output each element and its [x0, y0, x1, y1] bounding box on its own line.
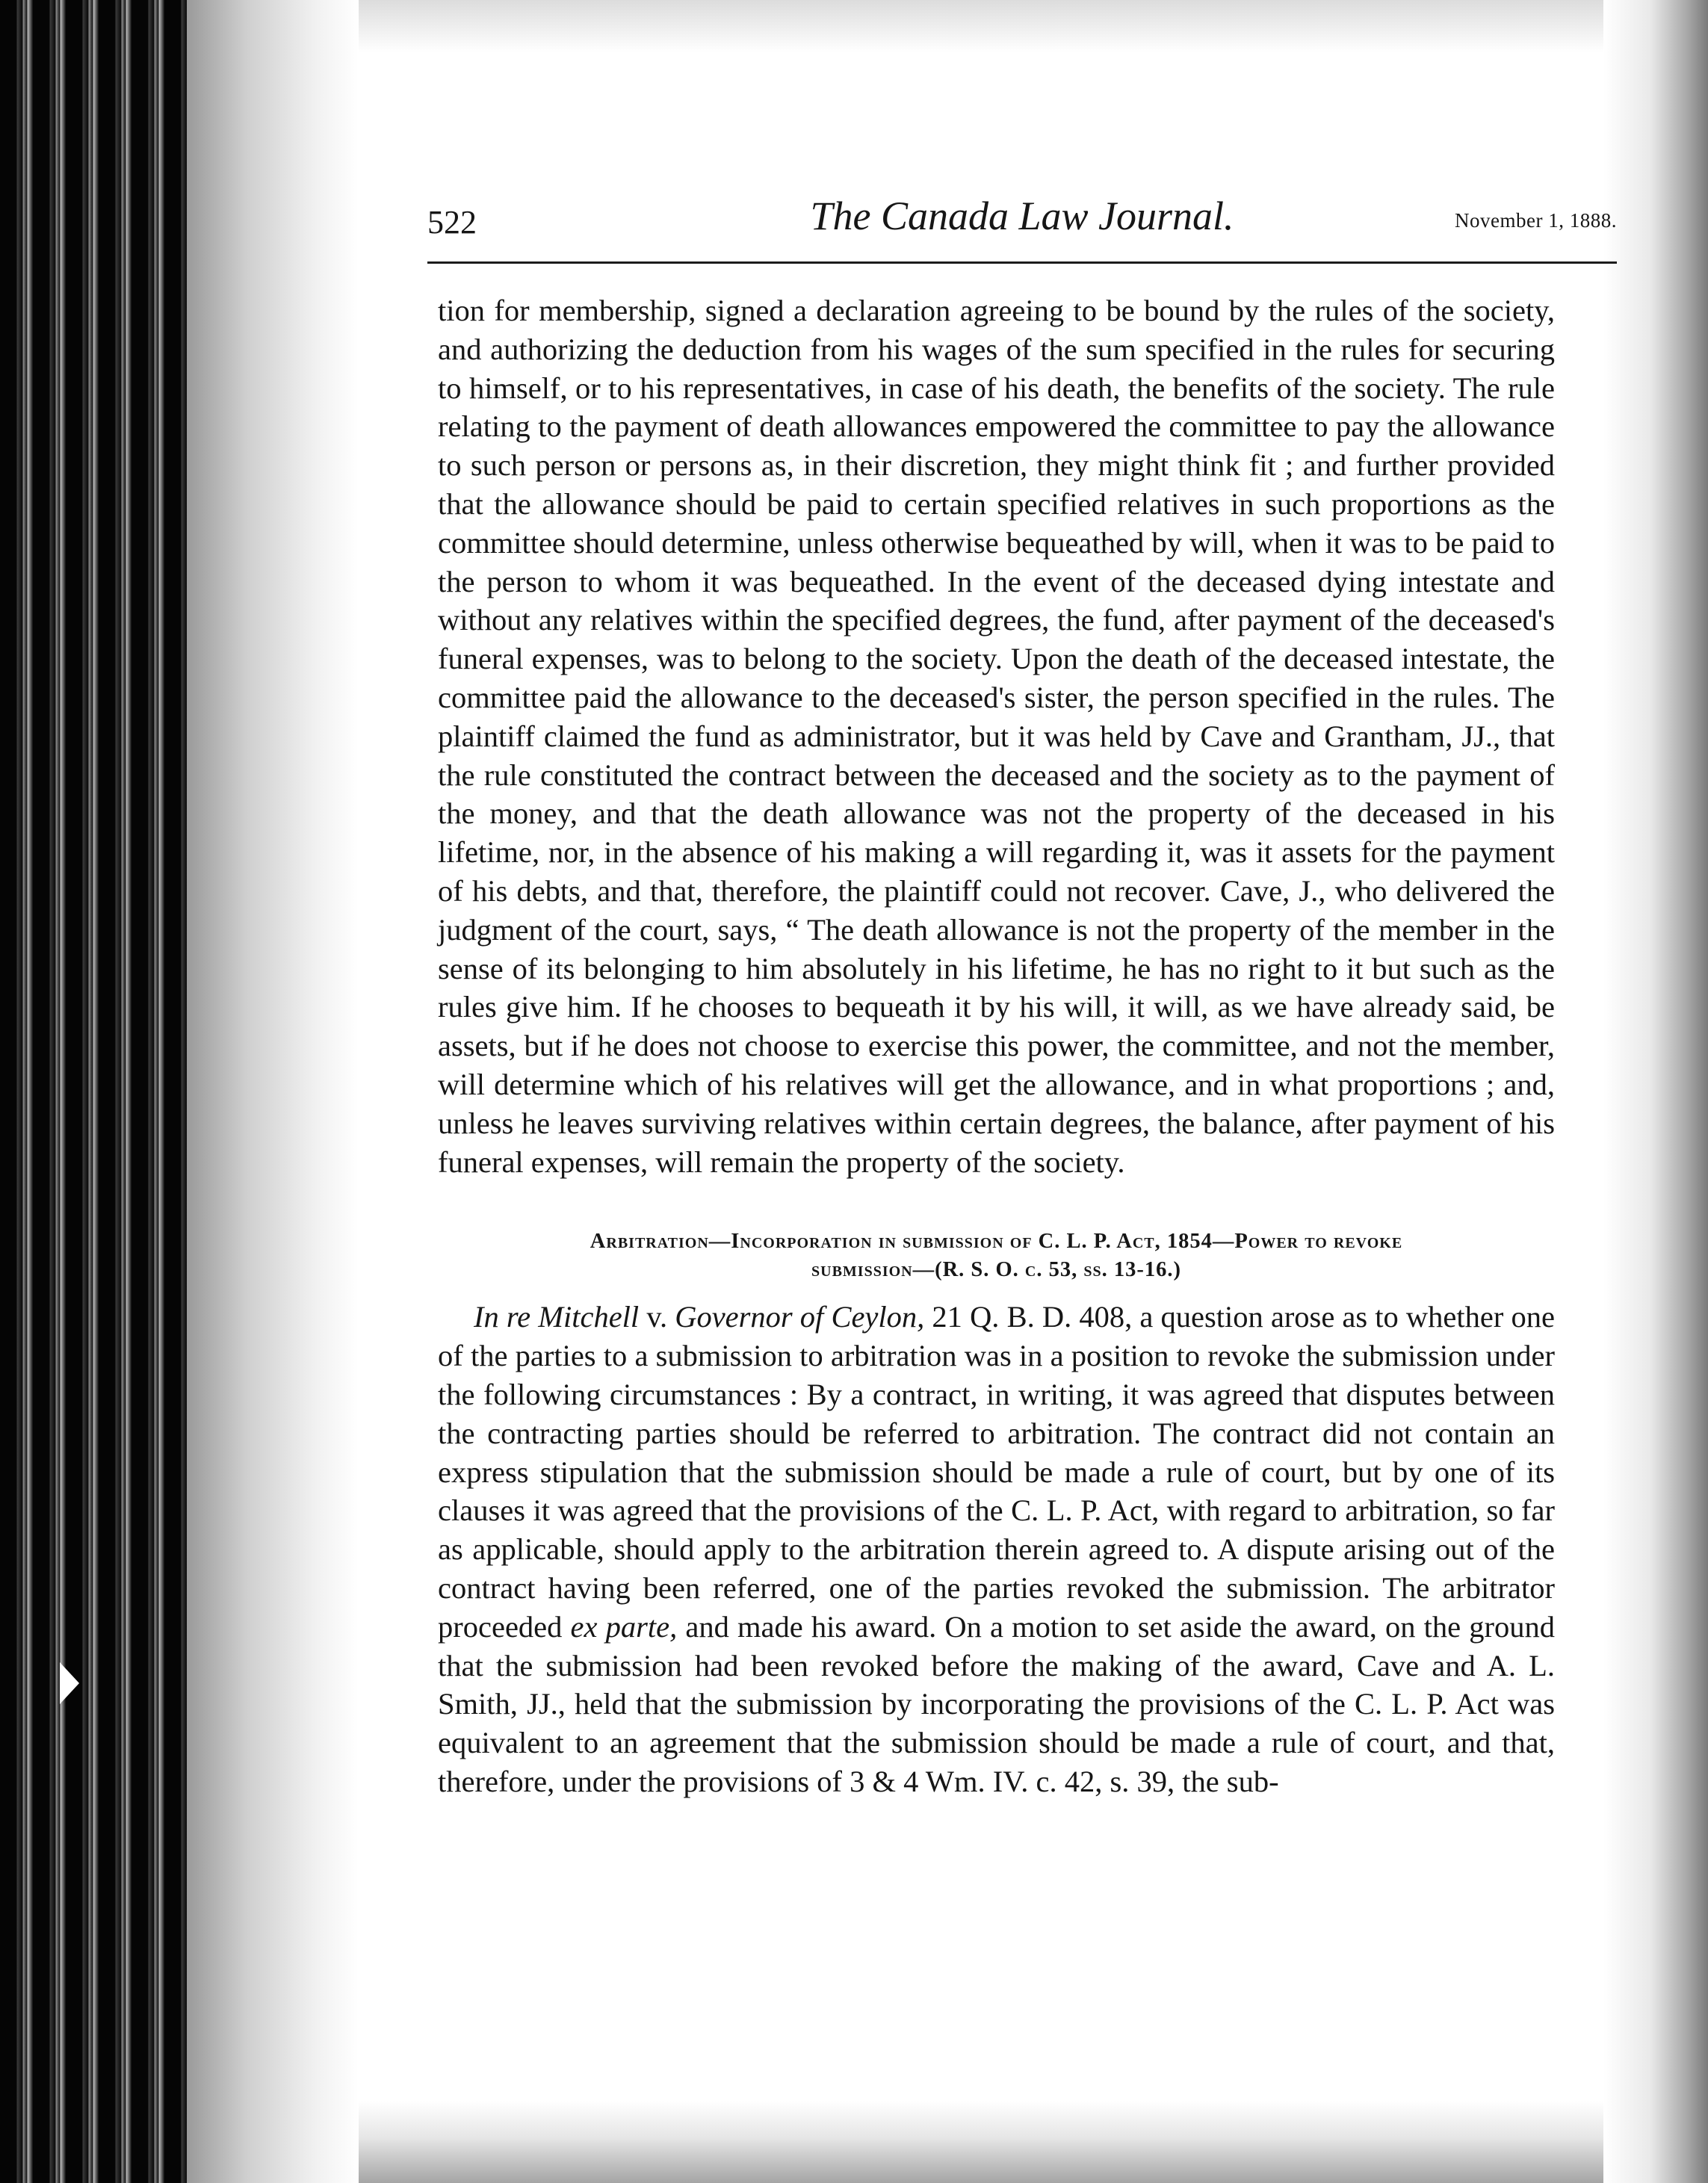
section-heading-line-1: Arbitration—Incorporation in submission of C. L. P. Act, 1854—Power to revoke [590, 1230, 1403, 1254]
body-paragraph-2 [438, 1298, 1555, 1800]
section-heading [438, 1227, 1555, 1284]
paragraph-2-text-a: 21 Q. B. D. 408, a question arose as to whether one of the parties to a submission to arbitration was in a position to revoke the submission under the following circumstances : By a contract, in writing, it was agreed that disputes between the contracting parties should be referred to arbitration. The contract did not contain an express stipulation that the submission should be made a rule of court, but by one of its clauses it was agreed that the provisions of the C. L. P. Act, with regard to arbitration, so far as applicable, should apply to the arbitration therein agreed to. A dispute arising out of the contract having been referred, one of the parties revoked the submission. The arbitrator proceeded [438, 1300, 1555, 1644]
journal-title: The Canada Law Journal. [810, 193, 1234, 238]
scan-top-edge [187, 0, 1708, 52]
page-number: 522 [427, 204, 477, 241]
text-column [438, 291, 1555, 1801]
body-paragraph-1: tion for membership, signed a declaration agreeing to be bound by the rules of the society, and authorizing the deduction from his wages of the sum specified in the rules for securing to himself, or to his representatives, in case of his death, the benefits of the society. The rule relating to the payment of death allowances empowered the committee to pay the allowance to such person or persons as, in their discretion, they might think fit ; and further provided that the allowance should be paid to certain specified relatives in such proportions as the committee should determine, unless otherwise bequeathed by will, when it was to be paid to the person to whom it was bequeathed. In the event of the deceased dying intestate and without any relatives within the specified degrees, the fund, after payment of the deceased's funeral expenses, was to belong to the society. Upon the death of the deceased intestate, the committee paid the allowance to the deceased's sister, the person specified in the rules. The plaintiff claimed the fund as administrator, but it was held by Cave and Grantham, JJ., that the rule constituted the contract between the deceased and the society as to the payment of the money, and that the death allowance was not the property of the deceased in his lifetime, nor, in the absence of his making a will regarding it, was it assets for the payment of his debts, and that, therefore, the plaintiff could not recover. Cave, J., who delivered the judgment of the court, says, “ The death allowance is not the property of the member in the sense of its belonging to him absolutely in his lifetime, he has no right to it but such as the rules give him. If he chooses to bequeath it by his will, it will, as we have already said, be assets, but if he does not choose to exercise this power, the committee, and not the member, will determine which of his relatives will get the allowance, and in what proportions ; and, unless he leaves surviving relatives within certain degrees, the balance, after payment of his funeral expenses, will remain the property of the society. [438, 294, 1555, 1179]
scan-binding-shadow [0, 0, 187, 2183]
case-versus: v. [639, 1300, 675, 1334]
issue-date: November 1, 1888. [1455, 209, 1617, 232]
case-name-second: Governor of Ceylon, [675, 1300, 925, 1334]
scan-right-edge [1603, 0, 1708, 2183]
case-name-first: In re Mitchell [474, 1300, 640, 1334]
scan-arrow-mark [60, 1662, 79, 1704]
scan-binding-fade [187, 0, 359, 2183]
running-header [427, 193, 1617, 253]
ex-parte-term: ex parte, [570, 1609, 678, 1644]
header-rule [427, 261, 1617, 264]
section-heading-line-2: submission—(R. S. O. c. 53, ss. 13-16.) [811, 1258, 1181, 1282]
scan-bottom-edge [187, 2101, 1708, 2183]
paragraph-2-text-b: and made his award. On a motion to set aside the award, on the ground that the submission had been revoked before the making of the award, Cave and A. L. Smith, JJ., held that the submission by incorporating the provisions of the C. L. P. Act was equivalent to an agreement that the submission should be made a rule of court, and that, therefore, under the provisions of 3 & 4 Wm. IV. c. 42, s. 39, the sub- [438, 1609, 1555, 1798]
